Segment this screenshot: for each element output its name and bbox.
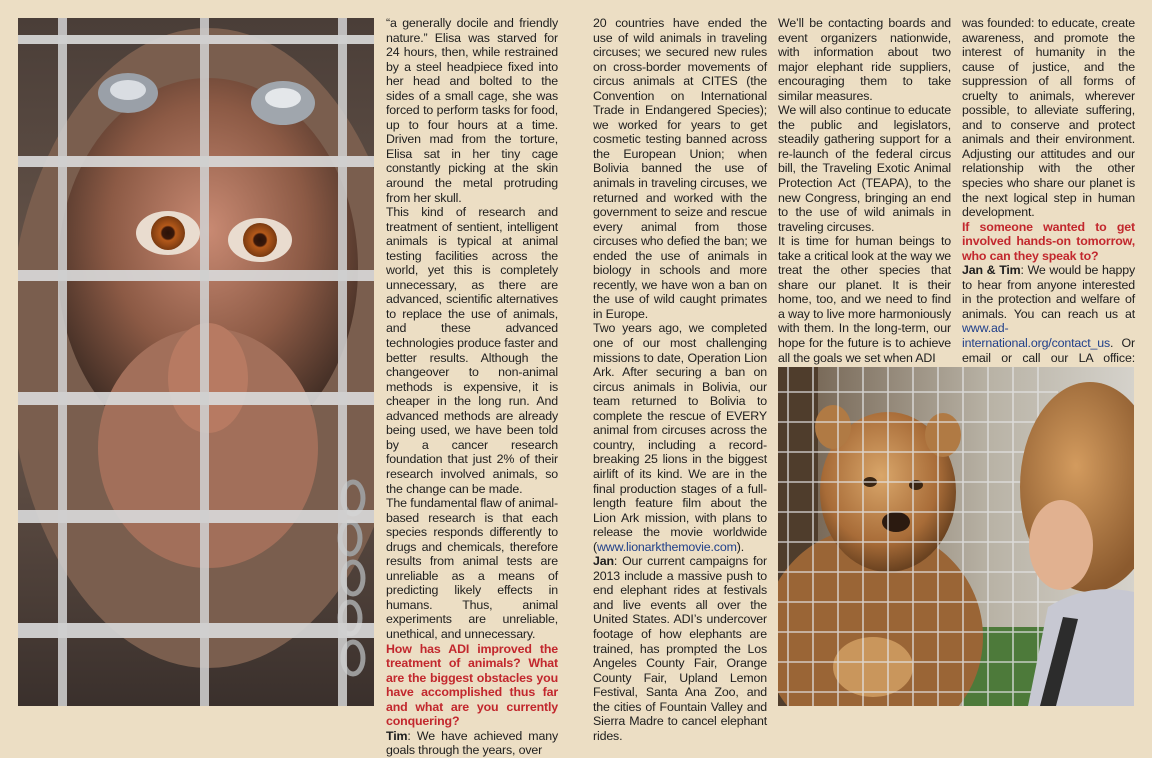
- answer-text: . Or email or call our LA office:: [962, 336, 1135, 365]
- interview-question: If someone wanted to get involved hands-on tomorrow, who can they speak to?: [962, 219, 1135, 263]
- paragraph: We’ll be contacting boards and event organizers nationwide, with information about two major elephant ride suppliers, encouraging them to take similar measures.: [778, 16, 951, 103]
- speaker-name: Jan & Tim: [962, 263, 1021, 278]
- monkey-in-cage-image: [18, 18, 374, 706]
- text-column-3: [778, 16, 951, 365]
- paragraph: 20 countries have ended the use of wild animals in traveling circuses; we secured new rules on cross-border movements of circus animals at CITES (the Convention on International Trade in Endangered Species); we worked for years to get cosmetic testing banned across the European Union; when Bolivia banned the use of animals in traveling circuses, we returned and worked with the government to seize and rescue every animal from those circuses who defied the ban; we ended the use of animals in biology in schools and more recently, we have won a ban on the use of wild caught primates in Europe.: [593, 16, 767, 321]
- speaker-name: Tim: [386, 728, 408, 743]
- speaker-name: Jan: [593, 554, 614, 569]
- answer-paragraph: [386, 729, 558, 758]
- lionark-link[interactable]: www.lionarkthemovie.com: [596, 539, 737, 554]
- monkey-photo: [18, 18, 374, 706]
- answer-text: : We would be happy to hear from anyone interested in the protection and welfare of animals. You can reach us at: [962, 263, 1135, 321]
- text-column-2: [593, 16, 767, 743]
- answer-text: : Our current campaigns for 2013 include a massive push to end elephant rides at festivals and live events all over the United States. ADI’s undercover footage of how elephants are trained, has prompted the Los Angeles County Fair, Orange County Fair, Upland Lemon Festival, Santa Ana Zoo, and the cities of Fountain Valley and Sierra Madre to cancel elephant rides.: [593, 554, 767, 743]
- paragraph: was founded: to educate, create awareness, and promote the interest of humanity in the cause of justice, and the suppression of all forms of cruelty to animals, wherever possible, to alleviate suffering, and to conserve and protect animals and their environment. Adjusting our attitudes and our relationship with the other species who share our planet is the next logical step in human development.: [962, 16, 1135, 220]
- paragraph: The fundamental flaw of animal-based research is that each species responds differently to drugs and chemicals, therefore results from animal tests are unreliable as a means of predicting likely effects in humans. Thus, animal experiments are unreliable, unethical, and unnecessary.: [386, 496, 558, 641]
- paragraph: This kind of research and treatment of sentient, intelligent animals is typical at animal testing facilities across the world, yet this is completely unnecessary, as there are advanced, scientific alternatives to replace the use of animals, and these advanced technologies produce faster and better results. Although the changeover to non-animal methods is expensive, it is cheaper in the long run. And advanced methods are already being used, we have been told by a cancer research foundation that just 2% of their research involved animals, so the change can be made.: [386, 205, 558, 496]
- contact-link[interactable]: www.ad-international.org/contact_us: [962, 321, 1111, 351]
- lioness-and-woman-image: [778, 367, 1134, 706]
- text-column-4: [962, 16, 1135, 394]
- paragraph: “a generally docile and friendly nature.” Elisa was starved for 24 hours, then, while restrained by a steel headpiece fixed into her head and bolted to the sides of a small cage, she was forced to perform tasks for food, up to four hours at a time. Driven mad from the torture, Elisa sat in her tiny cage constantly picking at the skin around the metal protruding from her skull.: [386, 16, 558, 205]
- paragraph: We will also continue to educate the public and legislators, steadily gathering support for a re-launch of the federal circus bill, the Traveling Exotic Animal Protection Act (TEAPA), to the new Congress, bringing an end to the use of wild animals in traveling circuses.: [778, 103, 951, 234]
- text-column-1: [386, 16, 558, 758]
- answer-text: : We have achieved many goals through the years, over: [386, 728, 558, 758]
- paragraph-text: Two years ago, we completed one of our most challenging missions to date, Operation Lion Ark. After securing a ban on circus animals in Bolivia, our team returned to Bolivia to complete the rescue of EVERY animal from circuses across the country, including a record-breaking 25 lions in the biggest airlift of its kind. We are in the final production stages of a full-length feature film about the Lion Ark mission, with plans to release the movie worldwide (: [593, 321, 767, 554]
- paragraph: It is time for human beings to take a critical look at the way we treat the other species that share our planet. It is their home, too, and we need to find a way to live more harmoniously with them. In the long-term, our hope for the future is to achieve all the goals we set when ADI: [778, 234, 951, 365]
- lion-photo: [778, 367, 1134, 706]
- paragraph: [593, 321, 767, 554]
- paragraph-text: ).: [736, 539, 745, 554]
- answer-paragraph: [593, 554, 767, 743]
- interview-question: How has ADI improved the treatment of animals? What are the biggest obstacles you have accomplished thus far and what are you currently conquering?: [386, 641, 558, 729]
